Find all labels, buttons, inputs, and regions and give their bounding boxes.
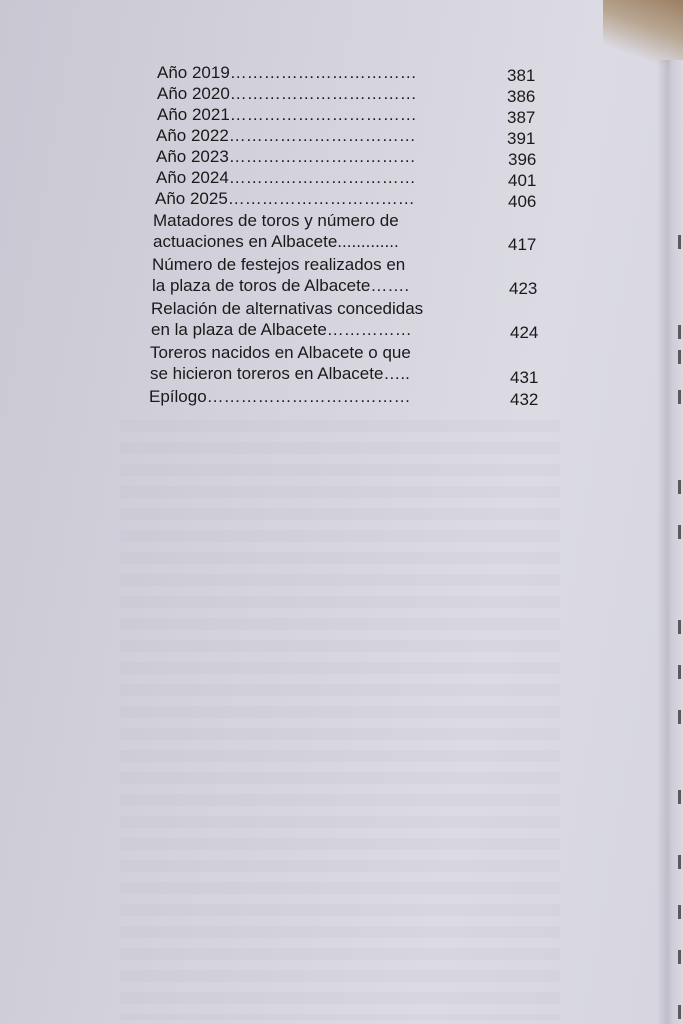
toc-page-number: 387 (507, 108, 536, 127)
toc-entry-text: Año 2024…………………………… (156, 168, 416, 187)
toc-entry-festejos (152, 254, 409, 296)
toc-entry-2020 (157, 83, 417, 104)
toc-entry-2021 (157, 104, 417, 125)
toc-page-number: 423 (509, 279, 538, 298)
toc-page-number: 432 (510, 390, 539, 409)
toc-page-number: 417 (508, 235, 537, 254)
toc-entry-text: Número de festejos realizados en (152, 255, 406, 274)
toc-entry-text: Año 2022…………………………… (156, 126, 416, 145)
toc-entry-2019 (157, 62, 417, 83)
toc-page-number: 424 (510, 323, 539, 342)
toc-entry-2025 (155, 188, 415, 209)
toc-page-number: 386 (507, 87, 536, 106)
toc-entry-text: Año 2019…………………………… (157, 63, 417, 82)
toc-page-number: 381 (507, 66, 536, 85)
toc-entry-text: Toreros nacidos en Albacete o que (150, 343, 411, 362)
toc-entry-text: actuaciones en Albacete............. (153, 232, 399, 251)
toc-entry-epilogo (149, 386, 411, 407)
toc-entry-text: en la plaza de Albacete…………… (151, 320, 412, 339)
toc-entry-text: Relación de alternativas concedidas (151, 299, 424, 318)
toc-entry-text: se hicieron toreros en Albacete….. (150, 364, 410, 383)
toc-entry-text: Año 2020…………………………… (157, 84, 417, 103)
toc-page-number: 396 (508, 150, 537, 169)
toc-entry-matadores (153, 210, 399, 252)
toc-entry-text: Año 2023…………………………… (156, 147, 416, 166)
toc-entry-2024 (156, 167, 416, 188)
toc-entry-text: Año 2025…………………………… (155, 189, 415, 208)
toc-page-number: 401 (508, 171, 537, 190)
toc-entry-alternativas (151, 298, 423, 340)
toc-page-number: 431 (510, 368, 539, 387)
toc-entry-text: Epílogo……………………………… (149, 387, 411, 406)
toc-entry-2023 (156, 146, 416, 167)
toc-page-number: 406 (508, 192, 537, 211)
toc-entry-text: la plaza de toros de Albacete……. (152, 276, 410, 295)
toc-entry-2022 (156, 125, 416, 146)
toc-entry-text: Matadores de toros y número de (153, 211, 399, 230)
toc-entry-toreros (150, 342, 411, 384)
toc-entry-text: Año 2021…………………………… (157, 105, 417, 124)
toc-page-number: 391 (507, 129, 536, 148)
